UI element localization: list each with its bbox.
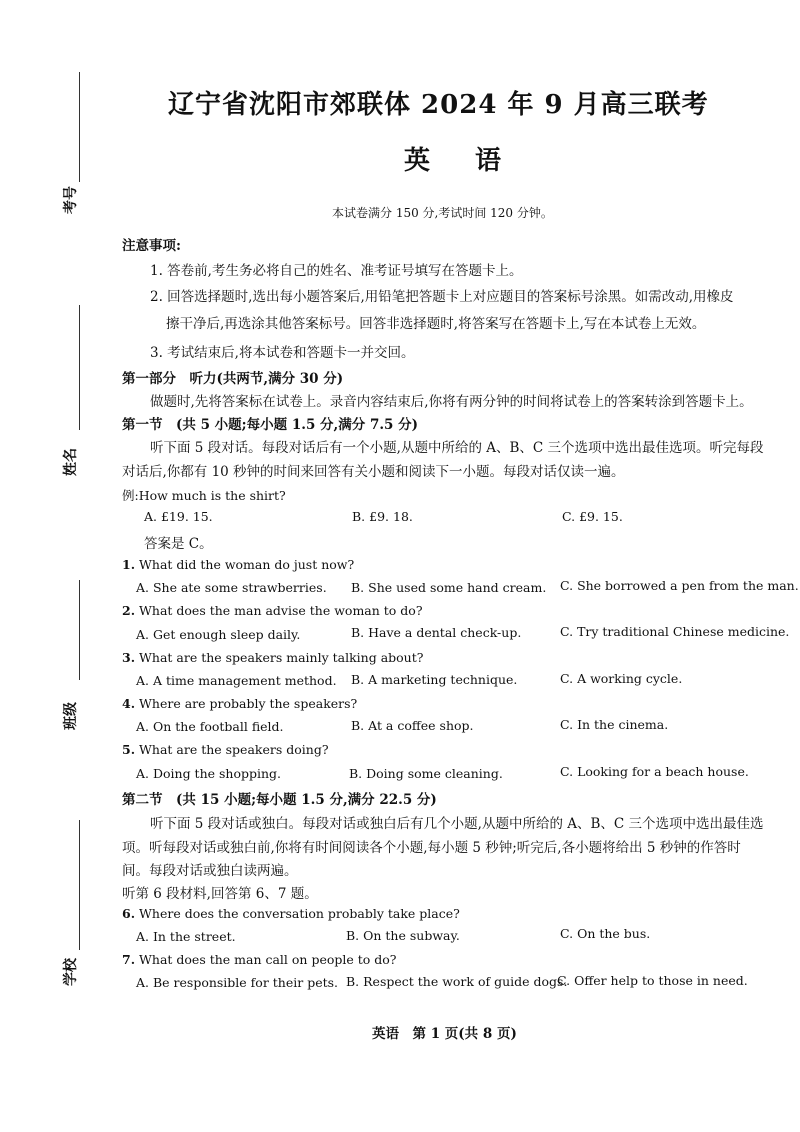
- q5-option-b: B. Doing some cleaning.: [349, 766, 503, 781]
- q6-option-c: C. On the bus.: [560, 926, 651, 941]
- question-1: 1. What did the woman do just now?: [122, 557, 355, 572]
- note-item-2: 2. 回答选择题时,选出每小题答案后,用铅笔把答题卡上对应题目的答案标号涂黑。如需改动,用橡皮: [150, 289, 734, 305]
- q4-option-c: C. In the cinema.: [560, 717, 669, 732]
- material-instruction: 听第 6 段材料,回答第 6、7 题。: [122, 886, 318, 902]
- binding-line-4: [79, 820, 80, 950]
- subject-title: 英 语: [404, 146, 520, 176]
- question-4: 4. Where are probably the speakers?: [122, 696, 358, 711]
- q3-option-c: C. A working cycle.: [560, 671, 683, 686]
- section2-intro-3: 间。每段对话或独白读两遍。: [122, 863, 298, 879]
- class-label: 班级: [63, 702, 79, 730]
- q6-option-b: B. On the subway.: [346, 928, 460, 943]
- binding-line-2: [79, 305, 80, 430]
- question-2: 2. What does the man advise the woman to do?: [122, 603, 423, 618]
- q2-option-a: A. Get enough sleep daily.: [136, 627, 301, 642]
- example-option-b: B. £9. 18.: [352, 509, 413, 524]
- section1-intro-2: 对话后,你都有 10 秒钟的时间来回答有关小题和阅读下一小题。每段对话仅读一遍。: [122, 464, 625, 480]
- section2-intro-2: 项。听每段对话或独白前,你将有时间阅读各个小题,每小题 5 秒钟;听完后,各小题将给出 5 秒钟的作答时: [122, 840, 741, 856]
- section1-intro-1: 听下面 5 段对话。每段对话后有一个小题,从题中所给的 A、B、C 三个选项中选出最佳选项。听完每段: [150, 440, 764, 456]
- section1-heading: 第一节 (共 5 小题;每小题 1.5 分,满分 7.5 分): [122, 417, 419, 433]
- part1-intro: 做题时,先将答案标在试卷上。录音内容结束后,你将有两分钟的时间将试卷上的答案转涂到答题卡上。: [150, 394, 753, 410]
- binding-line-1: [79, 72, 80, 182]
- example-answer: 答案是 C。: [144, 536, 213, 552]
- page-footer: 英语 第 1 页(共 8 页): [372, 1026, 517, 1042]
- question-5: 5. What are the speakers doing?: [122, 742, 329, 757]
- part1-heading: 第一部分 听力(共两节,满分 30 分): [122, 371, 344, 387]
- question-6: 6. Where does the conversation probably take place?: [122, 906, 460, 921]
- binding-line-3: [79, 580, 80, 680]
- q7-option-a: A. Be responsible for their pets.: [136, 975, 339, 990]
- q2-option-c: C. Try traditional Chinese medicine.: [560, 624, 790, 639]
- section2-intro-1: 听下面 5 段对话或独白。每段对话或独白后有几个小题,从题中所给的 A、B、C 三个选项中选出最佳选: [150, 816, 764, 832]
- q4-option-a: A. On the football field.: [136, 719, 284, 734]
- q7-option-c: C. Offer help to those in need.: [557, 973, 748, 988]
- exam-number-label: 考号: [63, 186, 79, 214]
- example-question: 例:How much is the shirt?: [122, 488, 286, 503]
- q3-option-a: A. A time management method.: [136, 673, 337, 688]
- example-option-a: A. £19. 15.: [144, 509, 213, 524]
- example-option-c: C. £9. 15.: [562, 509, 623, 524]
- q5-option-a: A. Doing the shopping.: [136, 766, 282, 781]
- q3-option-b: B. A marketing technique.: [351, 672, 518, 687]
- note-item-1: 1. 答卷前,考生务必将自己的姓名、准考证号填写在答题卡上。: [150, 263, 523, 279]
- q7-option-b: B. Respect the work of guide dogs.: [346, 974, 568, 989]
- q6-option-a: A. In the street.: [136, 929, 236, 944]
- question-3: 3. What are the speakers mainly talking about?: [122, 650, 424, 665]
- q5-option-c: C. Looking for a beach house.: [560, 764, 749, 779]
- exam-title: 辽宁省沈阳市郊联体 2024 年 9 月高三联考: [168, 90, 709, 120]
- note-item-3: 3. 考试结束后,将本试卷和答题卡一并交回。: [150, 345, 415, 361]
- q2-option-b: B. Have a dental check-up.: [351, 625, 522, 640]
- question-7: 7. What does the man call on people to do?: [122, 952, 397, 967]
- school-label: 学校: [63, 958, 79, 986]
- q4-option-b: B. At a coffee shop.: [351, 718, 474, 733]
- q1-option-a: A. She ate some strawberries.: [136, 580, 327, 595]
- name-label: 姓名: [63, 448, 79, 476]
- exam-info: 本试卷满分 150 分,考试时间 120 分钟。: [332, 206, 553, 220]
- note-item-2-cont: 擦干净后,再选涂其他答案标号。回答非选择题时,将答案写在答题卡上,写在本试卷上无效。: [166, 316, 706, 332]
- section2-heading: 第二节 (共 15 小题;每小题 1.5 分,满分 22.5 分): [122, 792, 437, 808]
- q1-option-b: B. She used some hand cream.: [351, 580, 547, 595]
- notes-heading: 注意事项:: [122, 238, 181, 254]
- q1-option-c: C. She borrowed a pen from the man.: [560, 578, 799, 593]
